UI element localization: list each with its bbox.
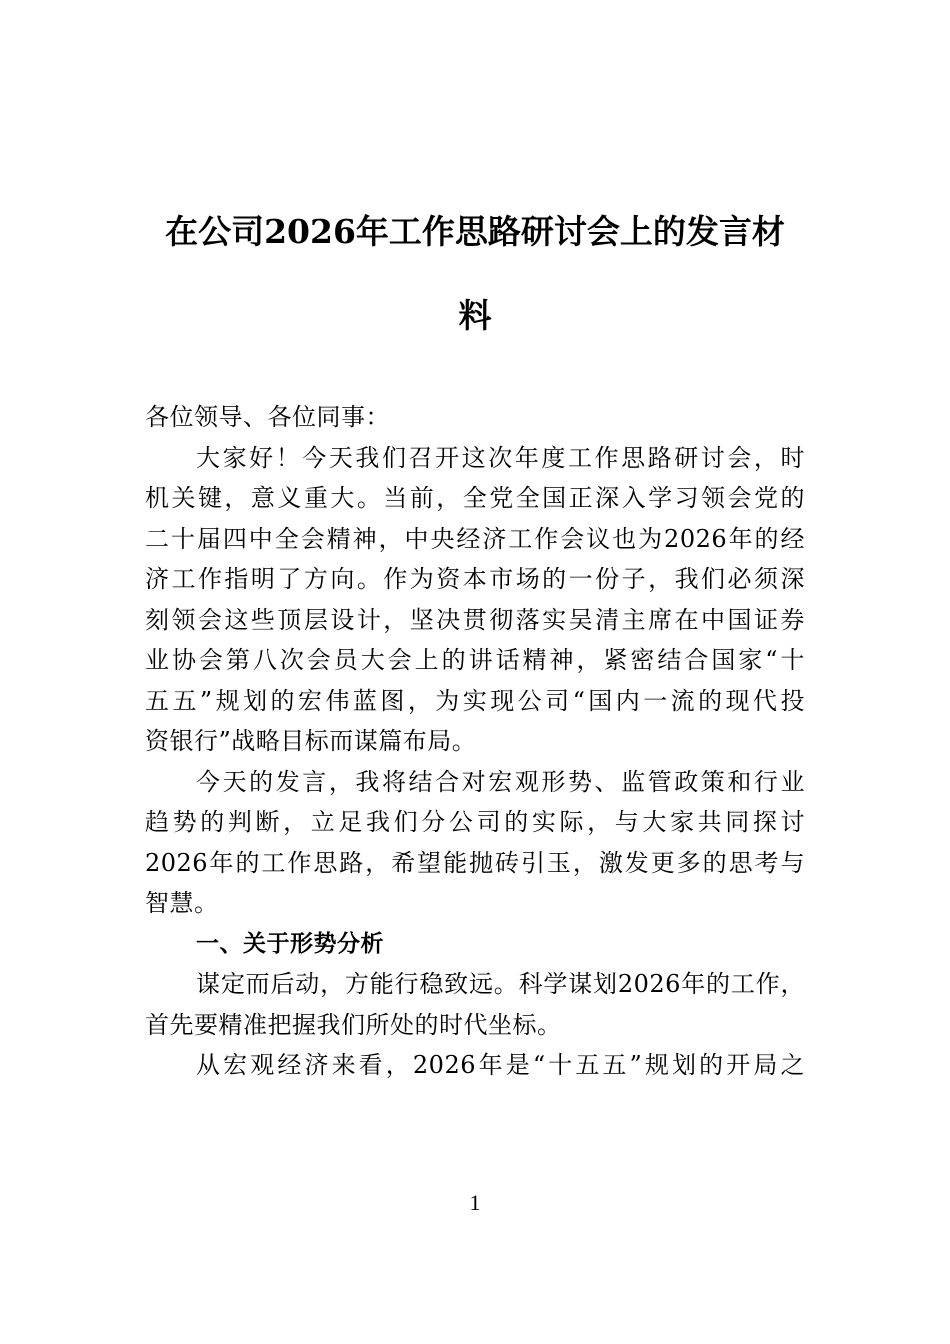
paragraph-line: 二十届四中全会精神，中央经济工作会议也为2026年的经 — [145, 524, 805, 553]
title-line-2: 料 — [458, 296, 492, 335]
paragraph-line: 2026年的工作思路，希望能抛砖引玉，激发更多的思考与 — [145, 848, 805, 877]
paragraph-line: 大家好！今天我们召开这次年度工作思路研讨会，时 — [196, 443, 805, 472]
paragraph-line: 首先要精准把握我们所处的时代坐标。 — [145, 1010, 562, 1039]
paragraph-line: 业协会第八次会员大会上的讲话精神，紧密结合国家“十 — [145, 646, 805, 674]
paragraph-line: 谋定而后动，方能行稳致远。科学谋划2026年的工作， — [196, 970, 805, 998]
salutation: 各位领导、各位同事： — [145, 403, 390, 431]
paragraph-line: 济工作指明了方向。作为资本市场的一份子，我们必须深 — [145, 565, 805, 593]
paragraph-line: 机关键，意义重大。当前，全党全国正深入学习领会党的 — [145, 484, 805, 512]
paragraph-line: 五五”规划的宏伟蓝图，为实现公司“国内一流的现代投 — [145, 686, 805, 715]
page-number: 1 — [469, 1190, 481, 1215]
paragraph-4 — [145, 1045, 805, 1086]
paragraph-2 — [145, 762, 805, 924]
paragraph-line: 资银行”战略目标而谋篇布局。 — [145, 727, 477, 755]
title-line-1: 在公司2026年工作思路研讨会上的发言材 — [165, 212, 785, 251]
paragraph-3 — [145, 964, 805, 1045]
paragraph-line: 今天的发言，我将结合对宏观形势、监管政策和行业 — [196, 767, 805, 796]
paragraph-line: 刻领会这些顶层设计，坚决贯彻落实吴清主席在中国证券 — [145, 605, 805, 634]
paragraph-line: 从宏观经济来看，2026年是“十五五”规划的开局之 — [196, 1051, 805, 1079]
document-body — [145, 397, 805, 1086]
paragraph-1 — [145, 438, 805, 762]
section-heading: 一、关于形势分析 — [196, 930, 384, 957]
paragraph-line: 趋势的判断，立足我们分公司的实际，与大家共同探讨 — [145, 808, 805, 836]
paragraph-line: 智慧。 — [145, 889, 219, 917]
document-title — [145, 190, 805, 358]
